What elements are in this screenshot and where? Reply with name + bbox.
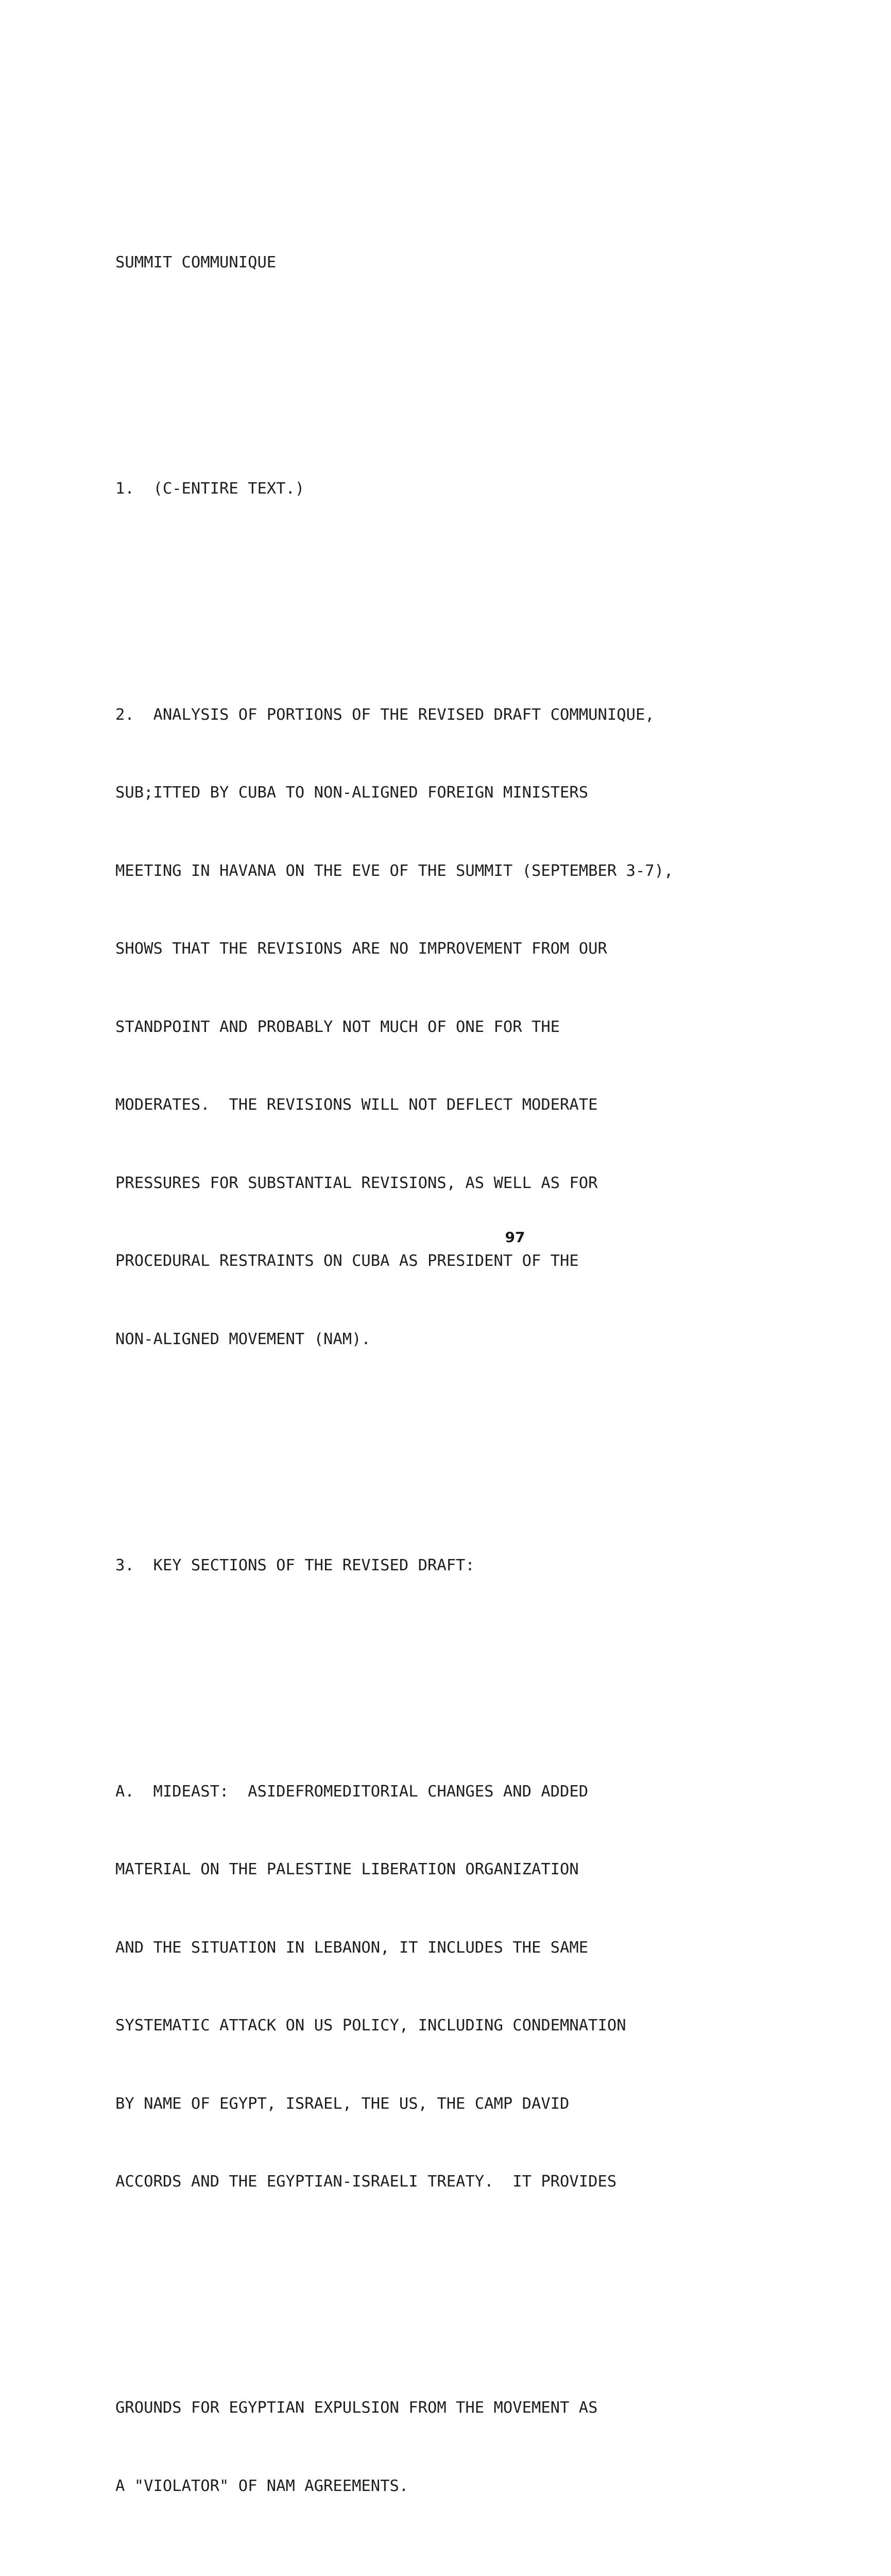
paragraph-line: A. MIDEAST: ASIDEFROMEDITORIAL CHANGES AND ADDED — [115, 1782, 589, 1801]
document-body — [115, 120, 785, 2576]
paragraph-line: MODERATES. THE REVISIONS WILL NOT DEFLECT MODERATE — [115, 1096, 598, 1114]
document-title — [115, 198, 785, 328]
paragraph-3 — [115, 1501, 785, 1631]
paragraph-line: BY NAME OF EGYPT, ISRAEL, THE US, THE CAMP DAVID — [115, 2094, 570, 2113]
paragraph-line: MEETING IN HAVANA ON THE EVE OF THE SUMMIT (SEPTEMBER 3-7), — [115, 861, 674, 880]
paragraph-line: 2. ANALYSIS OF PORTIONS OF THE REVISED DRAFT COMMUNIQUE, — [115, 705, 655, 724]
paragraph-line: A "VIOLATOR" OF NAM AGREEMENTS. — [115, 2477, 409, 2495]
paragraph-line: PROCEDURAL RESTRAINTS ON CUBA AS PRESIDENT OF THE — [115, 1252, 579, 1270]
paragraph-2 — [115, 650, 785, 1405]
paragraph-line: SYSTEMATIC ATTACK ON US POLICY, INCLUDING CONDEMNATION — [115, 2016, 626, 2035]
paragraph-line: 3. KEY SECTIONS OF THE REVISED DRAFT: — [115, 1556, 475, 1574]
paragraph-line: MATERIAL ON THE PALESTINE LIBERATION ORGANIZATION — [115, 1860, 579, 1878]
paragraph-line: AND THE SITUATION IN LEBANON, IT INCLUDES THE SAME — [115, 1938, 589, 1957]
paragraph-line: SUB;ITTED BY CUBA TO NON-ALIGNED FOREIGN MINISTERS — [115, 784, 589, 802]
page-number: 97 — [505, 1229, 525, 1246]
paragraph-line: GROUNDS FOR EGYPTIAN EXPULSION FROM THE MOVEMENT AS — [115, 2399, 598, 2417]
section-a-continued — [115, 2343, 785, 2551]
paragraph-line: ACCORDS AND THE EGYPTIAN-ISRAELI TREATY. IT PROVIDES — [115, 2173, 617, 2191]
paragraph-1 — [115, 424, 785, 554]
paragraph-line: STANDPOINT AND PROBABLY NOT MUCH OF ONE FOR THE — [115, 1018, 560, 1036]
section-a-mideast — [115, 1727, 785, 2247]
paragraph-line: PRESSURES FOR SUBSTANTIAL REVISIONS, AS WELL AS FOR — [115, 1174, 598, 1192]
paragraph-line: 1. (C-ENTIRE TEXT.) — [115, 479, 305, 498]
title-line: SUMMIT COMMUNIQUE — [115, 253, 277, 272]
paragraph-line: SHOWS THAT THE REVISIONS ARE NO IMPROVEMENT FROM OUR — [115, 940, 607, 958]
paragraph-line: NON-ALIGNED MOVEMENT (NAM). — [115, 1330, 371, 1348]
